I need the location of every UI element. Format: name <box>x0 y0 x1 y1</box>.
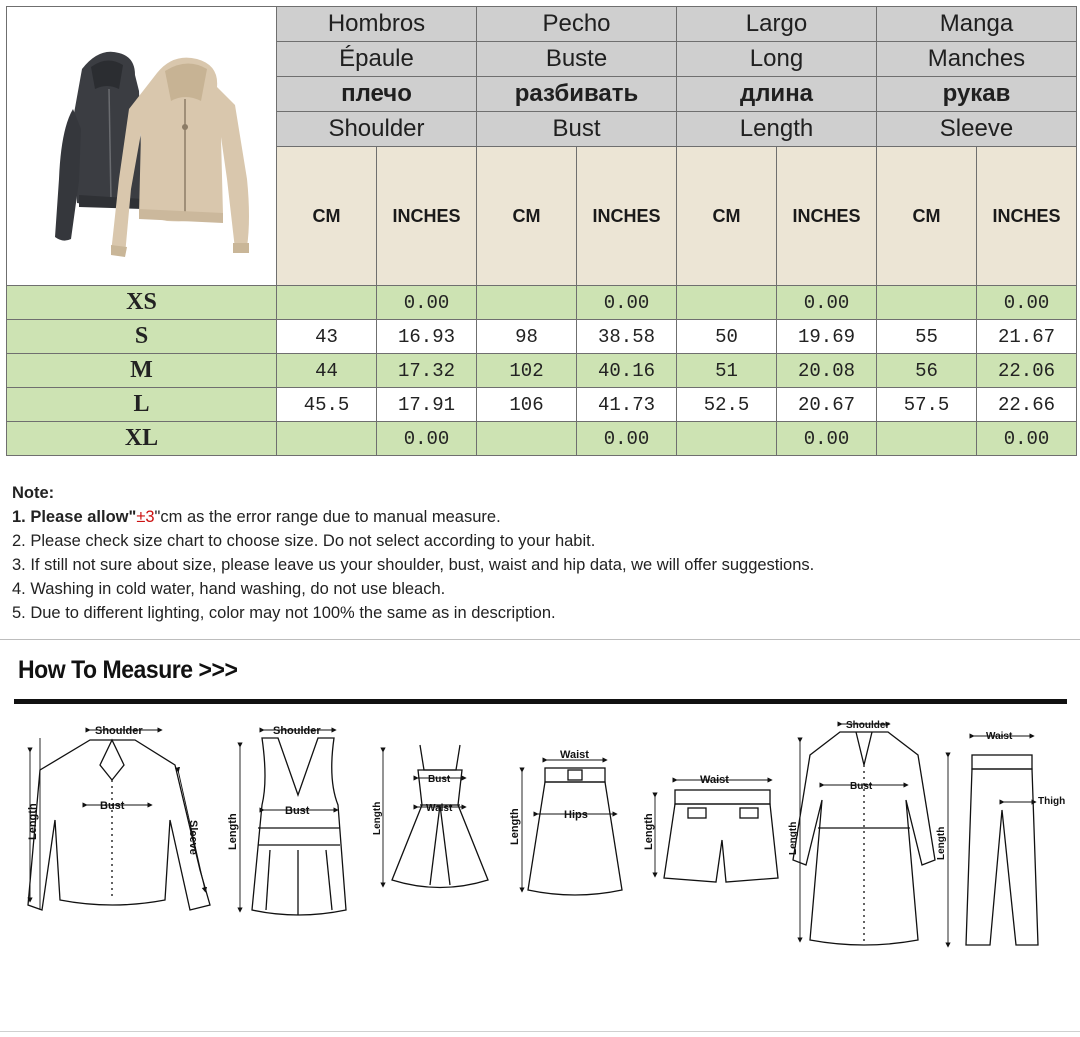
label-waist-7: Waist <box>986 731 1013 742</box>
dress-icon <box>392 745 488 888</box>
label-length-2: Length <box>227 813 239 850</box>
value-cell: 16.93 <box>377 320 477 354</box>
value-cell: 41.73 <box>577 388 677 422</box>
col-header-fr-length: Long <box>677 42 877 77</box>
col-header-es-length: Largo <box>677 7 877 42</box>
value-cell <box>277 422 377 456</box>
label-waist-3: Waist <box>426 803 453 814</box>
size-label: L <box>7 388 277 422</box>
value-cell: 0.00 <box>577 286 677 320</box>
col-header-fr-bust: Buste <box>477 42 677 77</box>
col-header-ru-bust: разбивать <box>477 77 677 112</box>
note-5: 5. Due to different lighting, color may not 100% the same as in description. <box>12 604 556 622</box>
col-header-en-bust: Bust <box>477 112 677 147</box>
value-cell: 44 <box>277 354 377 388</box>
col-header-en-sleeve: Sleeve <box>877 112 1077 147</box>
label-shoulder-2: Shoulder <box>273 725 321 737</box>
label-length-7: Length <box>936 826 947 860</box>
col-header-fr-shoulder: Épaule <box>277 42 477 77</box>
label-length-4: Length <box>509 808 521 845</box>
value-cell <box>677 286 777 320</box>
header-row-spanish <box>7 7 1077 42</box>
measure-illustrations <box>0 710 1080 1030</box>
hoodie-photo-icon <box>7 9 276 279</box>
how-to-measure-rule <box>14 699 1067 704</box>
value-cell: 50 <box>677 320 777 354</box>
label-length-1: Length <box>27 803 39 840</box>
value-cell: 0.00 <box>377 286 477 320</box>
size-row-s <box>7 320 1077 354</box>
value-cell: 55 <box>877 320 977 354</box>
unit-cell: INCHES <box>977 147 1077 286</box>
unit-cell: INCHES <box>577 147 677 286</box>
value-cell: 0.00 <box>777 286 877 320</box>
label-shoulder-6: Shoulder <box>846 720 890 731</box>
value-cell: 20.67 <box>777 388 877 422</box>
value-cell <box>877 286 977 320</box>
unit-cell: CM <box>877 147 977 286</box>
value-cell: 22.66 <box>977 388 1077 422</box>
notes-title: Note: <box>12 484 55 502</box>
coat-icon <box>793 732 935 945</box>
blouse-icon <box>28 738 210 910</box>
bottom-divider <box>0 1031 1080 1032</box>
value-cell: 98 <box>477 320 577 354</box>
size-label: M <box>7 354 277 388</box>
size-row-xl <box>7 422 1077 456</box>
value-cell: 20.08 <box>777 354 877 388</box>
value-cell: 57.5 <box>877 388 977 422</box>
size-row-l <box>7 388 1077 422</box>
value-cell <box>877 422 977 456</box>
col-header-ru-sleeve: рукав <box>877 77 1077 112</box>
shorts-icon <box>664 790 778 882</box>
label-sleeve-1: Sleeve <box>187 820 199 855</box>
trousers-icon <box>966 755 1038 945</box>
value-cell: 52.5 <box>677 388 777 422</box>
product-photo <box>7 7 277 286</box>
size-row-m <box>7 354 1077 388</box>
value-cell: 38.58 <box>577 320 677 354</box>
label-hips-4: Hips <box>564 809 588 821</box>
value-cell: 102 <box>477 354 577 388</box>
note-1-suffix: "cm as the error range due to manual measure. <box>154 508 501 526</box>
size-label: XL <box>7 422 277 456</box>
col-header-ru-shoulder: плечо <box>277 77 477 112</box>
label-bust-2: Bust <box>285 805 310 817</box>
camisole-icon <box>252 738 346 915</box>
col-header-es-shoulder: Hombros <box>277 7 477 42</box>
value-cell: 106 <box>477 388 577 422</box>
value-cell: 0.00 <box>777 422 877 456</box>
value-cell: 0.00 <box>377 422 477 456</box>
note-4: 4. Washing in cold water, hand washing, do not use bleach. <box>12 580 446 598</box>
label-bust-3: Bust <box>428 774 451 785</box>
value-cell: 21.67 <box>977 320 1077 354</box>
value-cell <box>677 422 777 456</box>
value-cell: 22.06 <box>977 354 1077 388</box>
label-waist-5: Waist <box>700 774 729 786</box>
value-cell <box>477 422 577 456</box>
notes-section <box>12 481 814 625</box>
value-cell: 56 <box>877 354 977 388</box>
label-bust-1: Bust <box>100 800 125 812</box>
value-cell: 43 <box>277 320 377 354</box>
skirt-icon <box>528 768 622 895</box>
note-1-prefix: 1. Please allow" <box>12 508 137 526</box>
value-cell <box>277 286 377 320</box>
size-label: S <box>7 320 277 354</box>
label-thigh-7: Thigh <box>1038 796 1066 807</box>
value-cell: 0.00 <box>977 286 1077 320</box>
size-label: XS <box>7 286 277 320</box>
label-length-5: Length <box>643 813 655 850</box>
note-2: 2. Please check size chart to choose size. Do not select according to your habit. <box>12 532 596 550</box>
value-cell: 45.5 <box>277 388 377 422</box>
how-to-measure-title: How To Measure >>> <box>18 656 238 684</box>
section-divider <box>0 639 1080 640</box>
label-bust-6: Bust <box>850 781 873 792</box>
col-header-es-bust: Pecho <box>477 7 677 42</box>
col-header-fr-sleeve: Manches <box>877 42 1077 77</box>
value-cell: 51 <box>677 354 777 388</box>
col-header-en-length: Length <box>677 112 877 147</box>
value-cell: 40.16 <box>577 354 677 388</box>
note-3: 3. If still not sure about size, please leave us your shoulder, bust, waist and hip data, we will offer suggestions. <box>12 556 815 574</box>
unit-cell: INCHES <box>377 147 477 286</box>
note-1 <box>12 505 814 529</box>
size-row-xs <box>7 286 1077 320</box>
note-1-range: ±3 <box>136 508 155 526</box>
label-shoulder-1: Shoulder <box>95 725 143 737</box>
col-header-es-sleeve: Manga <box>877 7 1077 42</box>
unit-cell: CM <box>277 147 377 286</box>
col-header-ru-length: длина <box>677 77 877 112</box>
unit-cell: INCHES <box>777 147 877 286</box>
label-waist-4: Waist <box>560 749 589 761</box>
value-cell: 0.00 <box>977 422 1077 456</box>
value-cell <box>477 286 577 320</box>
unit-cell: CM <box>477 147 577 286</box>
label-length-3: Length <box>372 801 383 835</box>
value-cell: 17.32 <box>377 354 477 388</box>
label-length-6: Length <box>788 821 799 855</box>
col-header-en-shoulder: Shoulder <box>277 112 477 147</box>
value-cell: 0.00 <box>577 422 677 456</box>
size-chart-table <box>6 6 1077 456</box>
unit-cell: CM <box>677 147 777 286</box>
value-cell: 19.69 <box>777 320 877 354</box>
value-cell: 17.91 <box>377 388 477 422</box>
